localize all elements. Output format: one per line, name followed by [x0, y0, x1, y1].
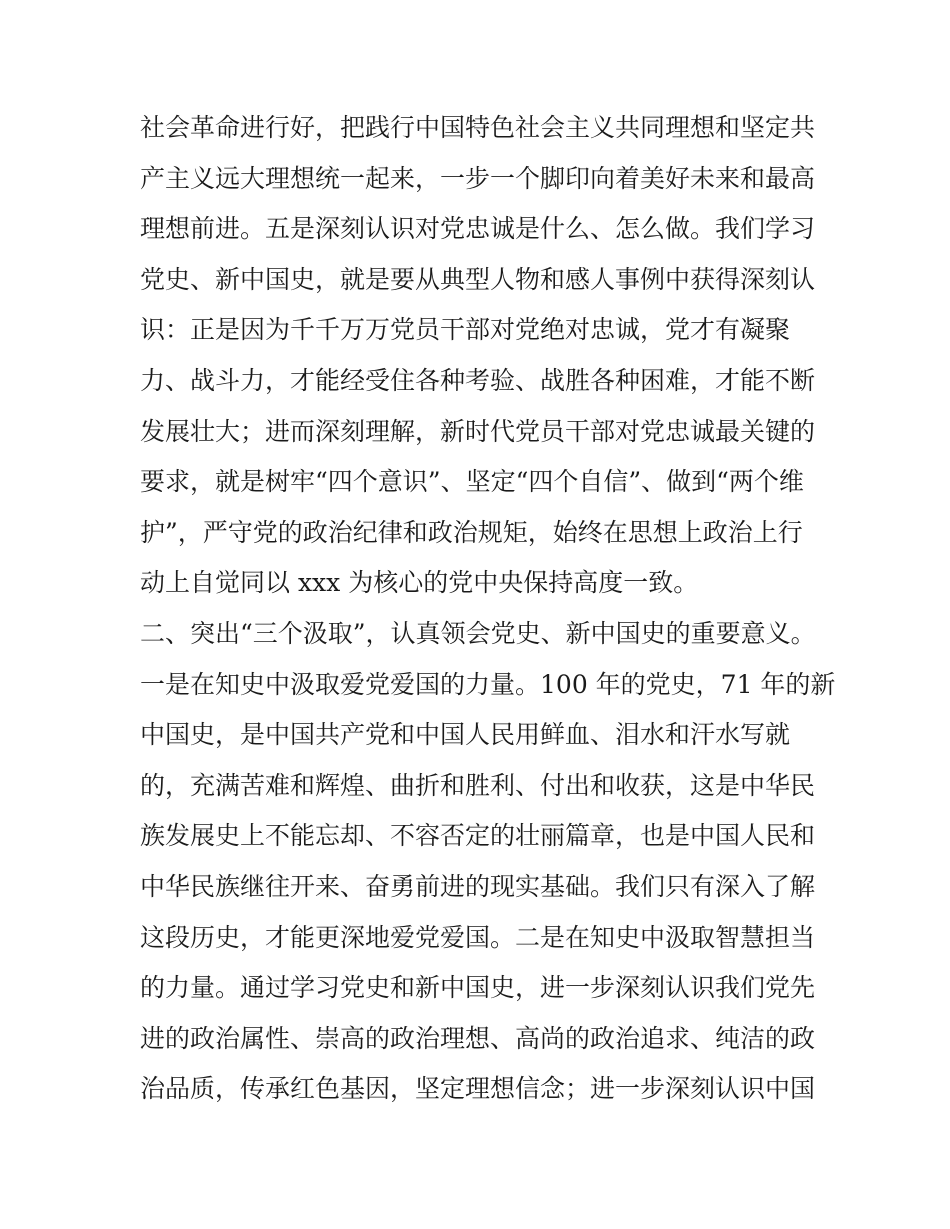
text-line: 的，充满苦难和辉煌、曲折和胜利、付出和收获，这是中华民	[140, 770, 816, 800]
text-line: 党史、新中国史，就是要从典型人物和感人事例中获得深刻认	[140, 264, 816, 294]
text-line: 的力量。通过学习党史和新中国史，进一步深刻认识我们党先	[140, 973, 816, 1003]
text-line: 社会革命进行好，把践行中国特色社会主义共同理想和坚定共	[140, 113, 816, 142]
text-line: 一是在知史中汲取爱党爱国的力量。100 年的党史，71 年的新	[140, 669, 836, 699]
text-line: 动上自觉同以 xxx 为核心的党中央保持高度一致。	[140, 568, 699, 598]
text-line: 进的政治属性、崇高的政治理想、高尚的政治追求、纯洁的政	[140, 1023, 816, 1053]
text-line: 中国史，是中国共产党和中国人民用鲜血、泪水和汗水写就	[140, 720, 791, 750]
text-line: 中华民族继往开来、奋勇前进的现实基础。我们只有深入了解	[140, 871, 816, 901]
section-heading: 二、突出“三个汲取”，认真领会党史、新中国史的重要意义。	[140, 618, 816, 648]
text-line: 识：正是因为千千万万党员干部对党绝对忠诚，党才有凝聚	[140, 315, 791, 345]
body-text	[140, 103, 836, 1115]
text-line: 护”，严守党的政治纪律和政治规矩，始终在思想上政治上行	[140, 517, 803, 547]
text-line: 理想前进。五是深刻认识对党忠诚是什么、怎么做。我们学习	[140, 214, 816, 244]
text-line: 治品质，传承红色基因，坚定理想信念；进一步深刻认识中国	[140, 1074, 816, 1104]
text-line: 族发展史上不能忘却、不容否定的壮丽篇章，也是中国人民和	[140, 821, 816, 851]
text-line: 力、战斗力，才能经受住各种考验、战胜各种困难，才能不断	[140, 365, 816, 395]
text-line: 产主义远大理想统一起来，一步一个脚印向着美好未来和最高	[140, 163, 816, 193]
text-line: 要求，就是树牢“四个意识”、坚定“四个自信”、做到“两个维	[140, 467, 804, 497]
text-line: 这段历史，才能更深地爱党爱国。二是在知史中汲取智慧担当	[140, 922, 816, 952]
text-line: 发展壮大；进而深刻理解，新时代党员干部对党忠诚最关键的	[140, 416, 816, 446]
